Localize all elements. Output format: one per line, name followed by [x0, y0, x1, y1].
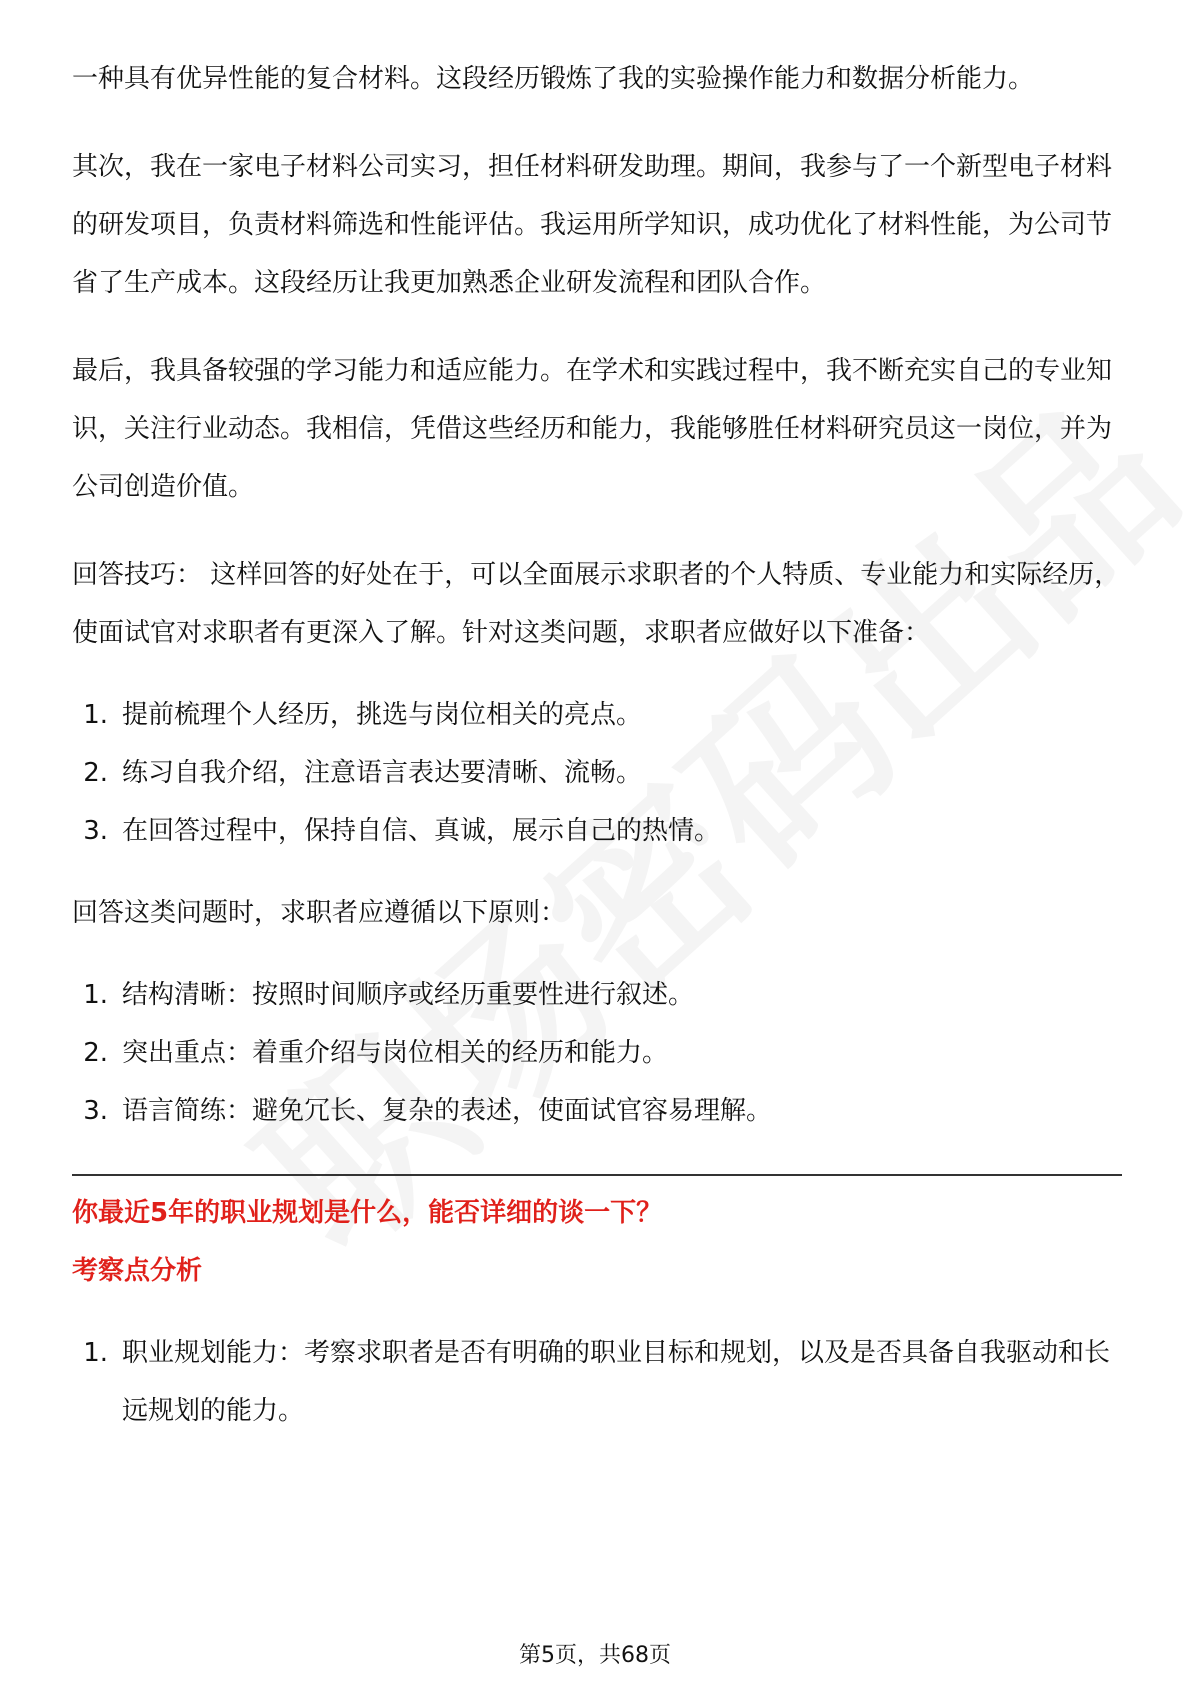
list-number: 1. — [83, 700, 108, 730]
list-item — [72, 1024, 1122, 1082]
list-text: 在回答过程中，保持自信、真诚，展示自己的热情。 — [122, 816, 721, 846]
page-footer: 第5页，共68页 — [519, 1643, 671, 1668]
paragraph-2: 其次，我在一家电子材料公司实习，担任材料研发助理。期间，我参与了一个新型电子材料的研发项目，负责材料筛选和性能评估。我运用所学知识，成功优化了材料性能，为公司节省了生产成本。这段经历让我更加熟悉企业研发流程和团队合作。 — [72, 152, 1113, 298]
list-text: 提前梳理个人经历，挑选与岗位相关的亮点。 — [122, 700, 643, 730]
list-item — [72, 744, 1122, 802]
list-item — [72, 802, 1122, 860]
preparation-list — [72, 686, 1122, 860]
principles-intro: 回答这类问题时，求职者应遵循以下原则： — [72, 898, 567, 928]
analysis-heading: 考察点分析 — [72, 1256, 203, 1286]
list-text: 突出重点：着重介绍与岗位相关的经历和能力。 — [122, 1038, 669, 1068]
list-number: 3. — [83, 816, 108, 846]
list-item — [72, 966, 1122, 1024]
list-text: 练习自我介绍，注意语言表达要清晰、流畅。 — [122, 758, 643, 788]
analysis-list — [72, 1324, 1122, 1440]
list-number: 3. — [83, 1096, 108, 1126]
list-text: 结构清晰：按照时间顺序或经历重要性进行叙述。 — [122, 980, 695, 1010]
principles-list — [72, 966, 1122, 1140]
question-heading: 你最近5年的职业规划是什么，能否详细的谈一下？ — [72, 1198, 663, 1228]
list-item — [72, 1324, 1122, 1440]
answer-tips-paragraph: 回答技巧： 这样回答的好处在于，可以全面展示求职者的个人特质、专业能力和实际经历，使面试官对求职者有更深入了解。针对这类问题，求职者应做好以下准备： — [72, 560, 1121, 648]
paragraph-3: 最后，我具备较强的学习能力和适应能力。在学术和实践过程中，我不断充实自己的专业知识，关注行业动态。我相信，凭借这些经历和能力，我能够胜任材料研究员这一岗位，并为公司创造价值。 — [72, 356, 1113, 502]
list-text: 语言简练：避免冗长、复杂的表述，使面试官容易理解。 — [122, 1096, 773, 1126]
list-text: 职业规划能力：考察求职者是否有明确的职业目标和规划，以及是否具备自我驱动和长远规划的能力。 — [122, 1338, 1111, 1426]
list-item — [72, 1082, 1122, 1140]
list-number: 1. — [83, 980, 108, 1010]
list-number: 2. — [83, 1038, 108, 1068]
list-number: 1. — [83, 1338, 108, 1368]
list-number: 2. — [83, 758, 108, 788]
document-body — [72, 50, 1122, 1440]
paragraph-1: 一种具有优异性能的复合材料。这段经历锻炼了我的实验操作能力和数据分析能力。 — [72, 64, 1035, 94]
list-item — [72, 686, 1122, 744]
